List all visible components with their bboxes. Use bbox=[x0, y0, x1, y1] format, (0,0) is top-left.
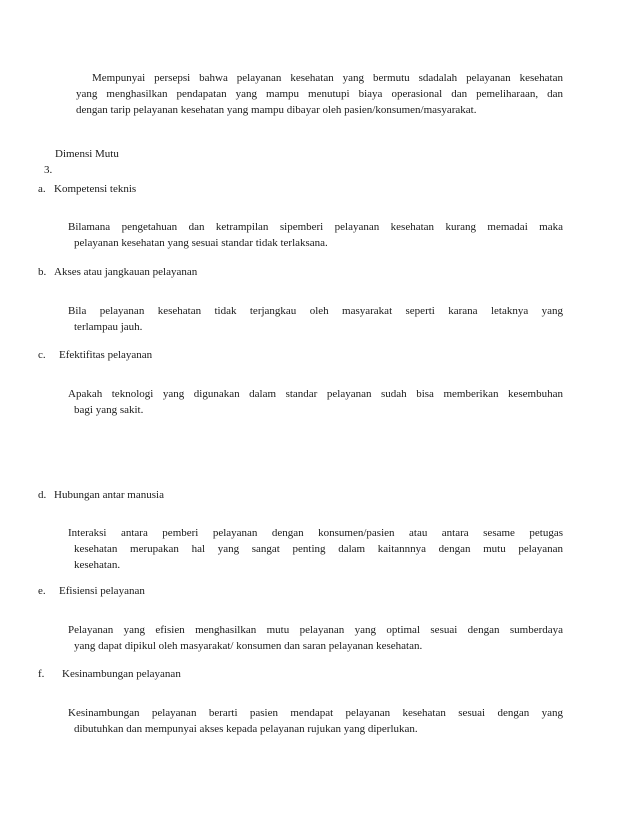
body-line: yang dapat dipikul oleh masyarakat/ konsumen dan saran pelayanan kesehatan. bbox=[74, 640, 423, 652]
item-body-a bbox=[68, 219, 563, 251]
item-title: Efektifitas pelayanan bbox=[59, 349, 153, 361]
body-line: bagi yang sakit. bbox=[74, 404, 144, 416]
item-title: Hubungan antar manusia bbox=[54, 489, 164, 501]
body-line: Bila pelayanan kesehatan tidak terjangkau oleh masyarakat seperti karana letaknya yang bbox=[68, 305, 563, 317]
section-title: Dimensi Mutu bbox=[55, 148, 119, 160]
item-label: d. bbox=[38, 489, 47, 501]
intro-line: dengan tarip pelayanan kesehatan yang mampu dibayar oleh pasien/konsumen/masyarakat. bbox=[76, 104, 477, 116]
item-title: Akses atau jangkauan pelayanan bbox=[54, 266, 198, 278]
item-body-c bbox=[68, 386, 563, 418]
item-heading-d bbox=[38, 487, 164, 551]
item-body-f bbox=[68, 705, 563, 737]
item-label: b. bbox=[38, 266, 47, 278]
item-title: Kompetensi teknis bbox=[54, 183, 137, 195]
body-line: kesehatan merupakan hal yang sangat penting dalam kaitannnya dengan mutu pelayanan bbox=[74, 543, 563, 555]
body-line: pelayanan kesehatan yang sesuai standar tidak terlaksana. bbox=[74, 237, 328, 249]
item-label: e. bbox=[38, 585, 46, 597]
body-line: Interaksi antara pemberi pelayanan dengan konsumen/pasien atau antara sesame petugas bbox=[68, 527, 563, 539]
body-line: terlampau jauh. bbox=[74, 321, 143, 333]
body-line: dibutuhkan dan mempunyai akses kepada pelayanan rujukan yang diperlukan. bbox=[74, 723, 418, 735]
item-label: c. bbox=[38, 349, 46, 361]
intro-line: yang menghasilkan pendapatan yang mampu menutupi biaya operasional dan pemeliharaan, dan bbox=[76, 88, 563, 100]
item-heading-e bbox=[38, 583, 145, 647]
section-number: 3. bbox=[44, 164, 53, 176]
item-heading-a bbox=[38, 181, 137, 245]
body-line: Bilamana pengetahuan dan ketrampilan sipemberi pelayanan kesehatan kurang memadai maka bbox=[68, 221, 563, 233]
item-title: Kesinambungan pelayanan bbox=[62, 668, 181, 680]
intro-paragraph bbox=[76, 70, 563, 118]
body-line: kesehatan. bbox=[74, 559, 121, 571]
item-body-e bbox=[68, 622, 563, 654]
item-body-d bbox=[68, 525, 563, 573]
intro-line: Mempunyai persepsi bahwa pelayanan kesehatan yang bermutu sdadalah pelayanan kesehatan bbox=[92, 72, 563, 84]
body-line: Pelayanan yang efisien menghasilkan mutu pelayanan yang optimal sesuai dengan sumberdaya bbox=[68, 624, 563, 636]
item-label: f. bbox=[38, 668, 45, 680]
item-title: Efisiensi pelayanan bbox=[59, 585, 145, 597]
body-line: Kesinambungan pelayanan berarti pasien mendapat pelayanan kesehatan sesuai dengan yang bbox=[68, 707, 563, 719]
item-label: a. bbox=[38, 183, 46, 195]
item-body-b bbox=[68, 303, 563, 335]
body-line: Apakah teknologi yang digunakan dalam standar pelayanan sudah bisa memberikan kesembuhan bbox=[68, 388, 563, 400]
item-heading-f bbox=[38, 666, 181, 730]
